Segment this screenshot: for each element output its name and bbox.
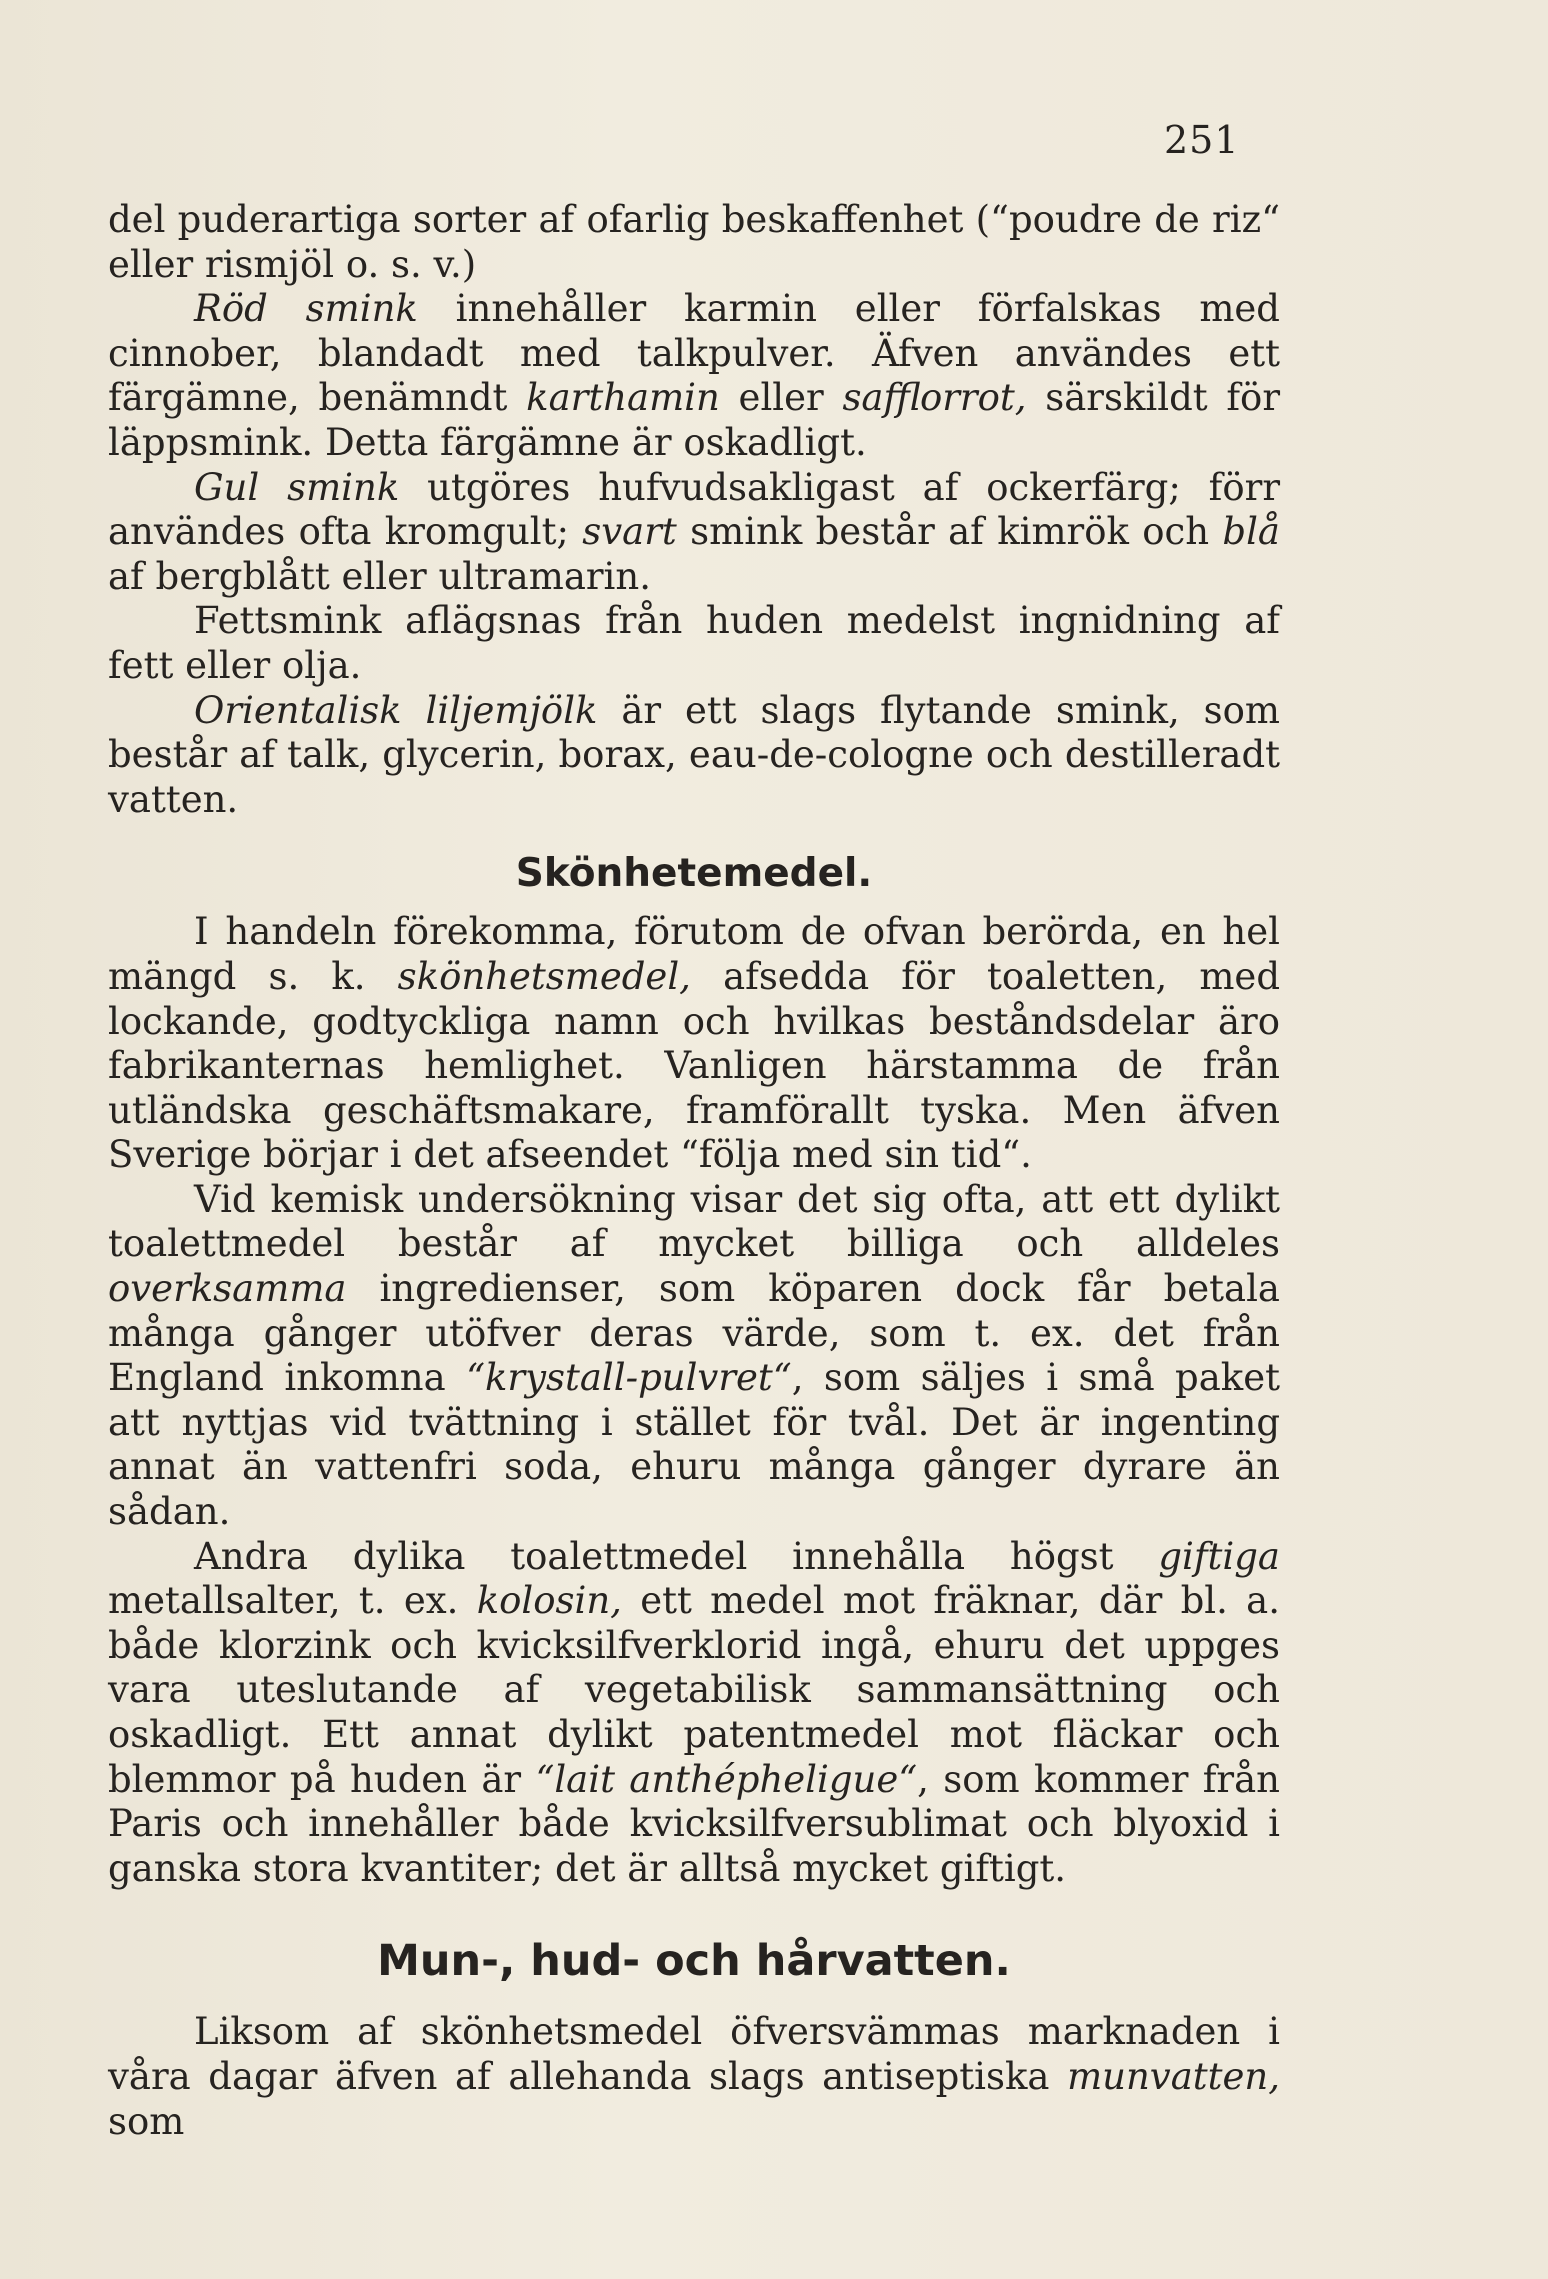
text-run: I handeln förekomma, förutom de ofvan berörda, en hel mängd s. k. [108, 910, 1280, 998]
text-run: af bergblått eller ultramarin. [108, 554, 651, 598]
text-run: , som kommer från Paris och innehåller både kvicksilfversublimat och blyoxid i ganska stora kvantiter; det är alltså mycket giftigt. [108, 1757, 1280, 1890]
section-heading-beauty-products: Skönhetemedel. [515, 851, 873, 897]
text-run: ett medel mot fräknar, där bl. a. både klorzink och kvicksilfverklorid ingå, ehuru det uppges vara uteslutande af vegetabilisk sammansättning och oskadligt. Ett annat dylikt patentmedel mot fläckar och blemmor på huden är [108, 1579, 1280, 1801]
term-yellow-makeup: Gul smink [194, 465, 400, 509]
page-number: 251 [1164, 118, 1240, 162]
text-run: eller [719, 376, 843, 420]
text-run: , som säljes i små paket att nyttjas vid tvättning i stället för tvål. Det är ingenting annat än vattenfri soda, ehuru många gånger dyrare än sådan. [108, 1356, 1280, 1534]
paragraph-oriental [108, 689, 1280, 823]
paragraph-yellow-makeup [108, 466, 1280, 600]
text-run: smink består af kimrök och [676, 510, 1223, 554]
text-run: metallsalter, t. ex. [108, 1579, 477, 1623]
paragraph-removal [108, 599, 1280, 688]
paragraph-red-makeup [108, 287, 1280, 465]
term-crystal-powder: “krystall-pulvret“ [466, 1356, 792, 1400]
text-run: Andra dylika toalettmedel innehålla högst [194, 1534, 1159, 1578]
term-lait-anthephelique: “lait anthépheligue“ [535, 1757, 918, 1801]
removal-text: Fettsmink aflägsnas från huden medelst ingnidning af fett eller olja. [108, 599, 1280, 687]
text-run: särskildt för läppsmink. Detta färgämne är oskadligt. [108, 376, 1281, 464]
term-poisonous: giftiga [1158, 1534, 1280, 1578]
text-run: Liksom af skönhetsmedel öfversvämmas marknaden i våra dagar äfven af allehanda slags antiseptiska [108, 2010, 1280, 2098]
term-kolosin: kolosin, [476, 1579, 622, 1623]
page-body [108, 198, 1280, 2144]
term-red-makeup: Röd smink [194, 287, 418, 331]
term-beauty-products: skönhetsmedel, [397, 954, 691, 998]
paragraph-mouthwash [108, 2010, 1280, 2144]
term-safflorrot: safflorrot, [842, 376, 1027, 420]
text-run: afsedda för toaletten, med lockande, godtyckliga namn och hvilkas beståndsdelar äro fabrikanternas hemlighet. Vanligen härstamma de från utländska geschäftsmakare, framförallt tyska. Men äfven Sverige börjar i det afseendet “följa med sin tid“. [108, 954, 1281, 1177]
term-ineffective: overksamma [108, 1267, 347, 1311]
term-blue: blå [1222, 510, 1280, 554]
term-black: svart [582, 510, 677, 554]
text-run: är ett slags flytande smink, som består af talk, glycerin, borax, eau-de-cologne och destilleradt vatten. [108, 688, 1280, 821]
term-karthamin: karthamin [526, 376, 720, 420]
text-run: som [108, 2099, 185, 2143]
text-run: ingredienser, som köparen dock får betala många gånger utöfver deras värde, som t. ex. det från England inkomna [108, 1267, 1280, 1400]
text-run: innehåller karmin eller förfalskas med cinnober, blandadt med talkpulver. Äfven användes ett färgämne, benämndt [108, 287, 1280, 420]
section-heading-mouth-skin-hair-water: Mun-, hud- och hårvatten. [377, 1936, 1011, 1987]
paragraph-beauty-3 [108, 1535, 1280, 1892]
text-run: Vid kemisk undersökning visar det sig ofta, att ett dylikt toalettmedel består af mycket billiga och alldeles [108, 1177, 1280, 1266]
term-oriental-milk: Orientalisk liljemjölk [194, 688, 598, 732]
intro-text: del puderartiga sorter af ofarlig beskaffenhet (“poudre de riz“ eller rismjöl o. s. v.) [108, 198, 1280, 286]
paragraph-beauty-1 [108, 910, 1280, 1178]
term-mouthwash: munvatten, [1067, 2054, 1280, 2098]
paragraph-beauty-2 [108, 1178, 1280, 1535]
paragraph-intro [108, 198, 1280, 287]
text-run: utgöres hufvudsakligast af ockerfärg; förr användes ofta kromgult; [108, 465, 1281, 554]
